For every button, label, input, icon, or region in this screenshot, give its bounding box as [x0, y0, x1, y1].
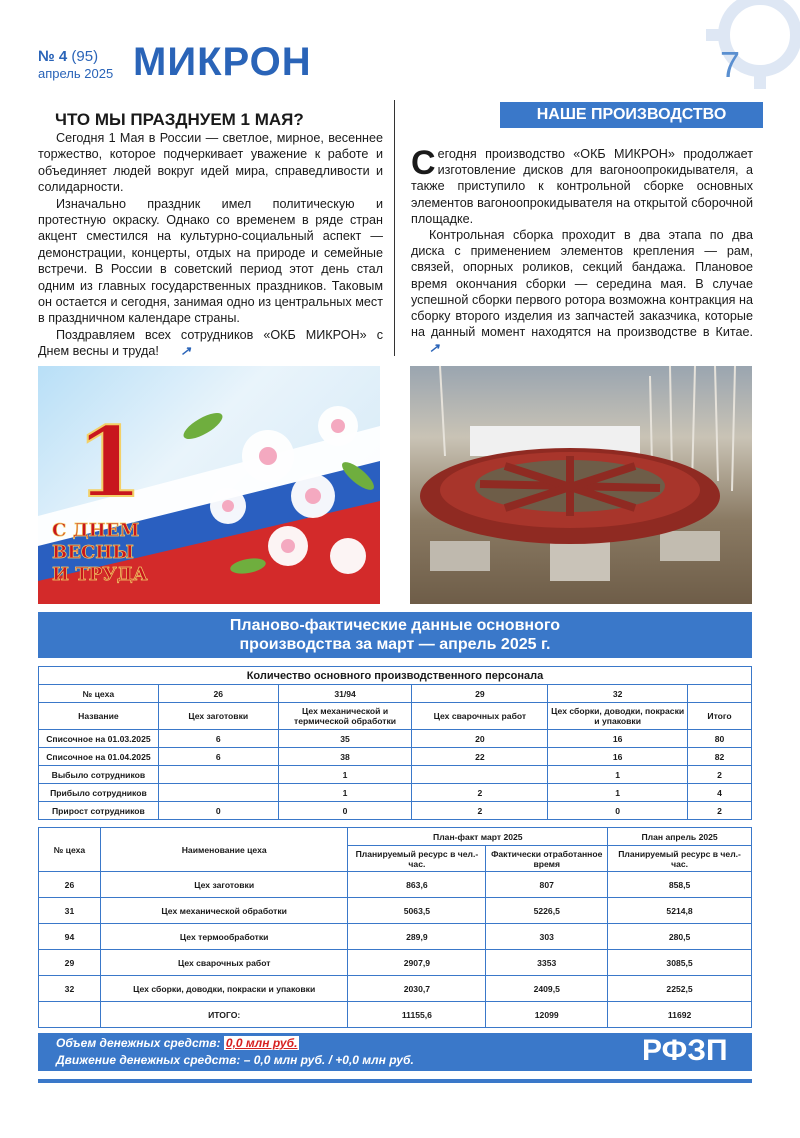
name-cell: Цех сборки, доводки, покраски и упаковки [548, 703, 688, 730]
column-divider [394, 100, 395, 356]
planned-april-header: Планируемый ресурс в чел.-час. [608, 846, 752, 872]
cash-volume: Объем денежных средств: 0,0 млн руб. [56, 1036, 298, 1050]
april-group-header: План апрель 2025 [608, 828, 752, 846]
hours-table [38, 827, 752, 1028]
holiday-card-graphic [38, 366, 380, 604]
rfzp-logo: РФЗП [642, 1034, 728, 1067]
section-title: НАШЕ ПРОИЗВОДСТВО [500, 102, 763, 128]
big-one-text: 1 [76, 406, 143, 519]
actual-header: Фактически отработанное время [486, 846, 608, 872]
table-row: Выбыло сотрудников 1 1 2 [39, 766, 752, 784]
right-paragraph: Контрольная сборка проходит в два этапа по два диска с применением элементов крепления — рам, связей, опорных роликов, секций бандажа. Плановое время окончания сборки — середина мая. В случае успешной сборки первого ротора возможна контракция на сборку второго изделия из запчастей заказчика, которые на данный момент находятся на производстве в Китае. ↗ [411, 228, 753, 356]
left-paragraph: Сегодня 1 Мая в России — светлое, мирное, весеннее торжество, которое подчеркивает уважение к работе и объединяет людей вокруг идей мира, справедливости и солидарности. [38, 131, 383, 195]
staff-table-caption: Количество основного производственного персонала [39, 667, 752, 685]
banner-line-1: Планово-фактические данные основного [229, 617, 561, 634]
table-row: 94 Цех термообработки 289,9 303 280,5 [39, 924, 752, 950]
cash-value: 0,0 млн руб. [225, 1036, 298, 1050]
issue-date: апрель 2025 [38, 66, 114, 81]
signature-icon: ↗ [180, 344, 191, 359]
page-number: 7 [720, 44, 741, 85]
assembly-photo [410, 366, 752, 604]
staff-table [38, 666, 752, 820]
name-label: Название [39, 703, 159, 730]
holiday-card-image [38, 366, 380, 604]
shop-label: № цеха [39, 685, 159, 703]
shop-cell: 32 [548, 685, 688, 703]
table-row: Прирост сотрудников 0 0 2 0 2 [39, 802, 752, 820]
table-row: 32 Цех сборки, доводки, покраски и упаковки 2030,7 2409,5 2252,5 [39, 976, 752, 1002]
col-shop-header: № цеха [39, 828, 101, 872]
issue-number: № 4 (95) [38, 48, 99, 65]
march-group-header: План-факт март 2025 [348, 828, 608, 846]
shop-cell [688, 685, 752, 703]
shop-cell: 26 [158, 685, 278, 703]
right-article-body [411, 146, 753, 357]
table-row: Списочное на 01.04.2025 6 38 22 16 82 [39, 748, 752, 766]
table-row: Списочное на 01.03.2025 6 35 20 16 80 [39, 730, 752, 748]
table-row: Прибыло сотрудников 1 2 1 4 [39, 784, 752, 802]
planned-header: Планируемый ресурс в чел.-час. [348, 846, 486, 872]
table-row: 26 Цех заготовки 863,6 807 858,5 [39, 872, 752, 898]
name-cell: Цех механической и термической обработки [278, 703, 412, 730]
assembly-photo-graphic [410, 366, 752, 604]
newspaper-logo: МИКРОН [133, 40, 312, 84]
table-row: 31 Цех механической обработки 5063,5 5226,5 5214,8 [39, 898, 752, 924]
gear-watermark-icon [700, 0, 800, 95]
banner-line-2: производства за март — апрель 2025 г. [239, 636, 551, 653]
left-paragraph: Поздравляем всех сотрудников «ОКБ МИКРОН» с Днем весны и труда! ↗ [38, 327, 383, 359]
table-row: 29 Цех сварочных работ 2907,9 3353 3085,5 [39, 950, 752, 976]
signature-icon: ↗ [429, 341, 440, 356]
shop-cell: 31/94 [278, 685, 412, 703]
left-article-body [38, 130, 383, 360]
total-row: ИТОГО: 11155,6 12099 11692 [39, 1002, 752, 1028]
shop-cell: 29 [412, 685, 548, 703]
cash-flow: Движение денежных средств: – 0,0 млн руб. / +0,0 млн руб. [56, 1053, 414, 1067]
data-banner [38, 612, 752, 658]
holiday-greeting-text: С ДНЕМ ВЕСНЫ И ТРУДА [52, 520, 148, 585]
bottom-rule [38, 1079, 752, 1083]
col-name-header: Наименование цеха [100, 828, 348, 872]
left-article-title: ЧТО МЫ ПРАЗДНУЕМ 1 МАЯ? [55, 110, 304, 129]
dropcap: С [411, 144, 436, 182]
name-cell: Цех заготовки [158, 703, 278, 730]
left-paragraph: Изначально праздник имел политическую и протестную окраску. Однако со временем в ряде стран акцент сместился на культурно-социальный аспект — демонстрации, концерты, отдых на природе и семейные встречи. В России в советский период этот день стал одним из главных государственных праздников. Таковым он остается и сегодня, занимая одно из центральных мест в праздничном календаре страны. [38, 196, 383, 326]
right-paragraph: Сегодня производство «ОКБ МИКРОН» продолжает изготовление дисков для вагоноопрокидывателя, а также приступило к контрольной сборке основных элементов вагоноопрокидывателя на открытой сборочной площадке. [411, 144, 753, 226]
name-cell: Цех сварочных работ [412, 703, 548, 730]
name-cell: Итого [688, 703, 752, 730]
